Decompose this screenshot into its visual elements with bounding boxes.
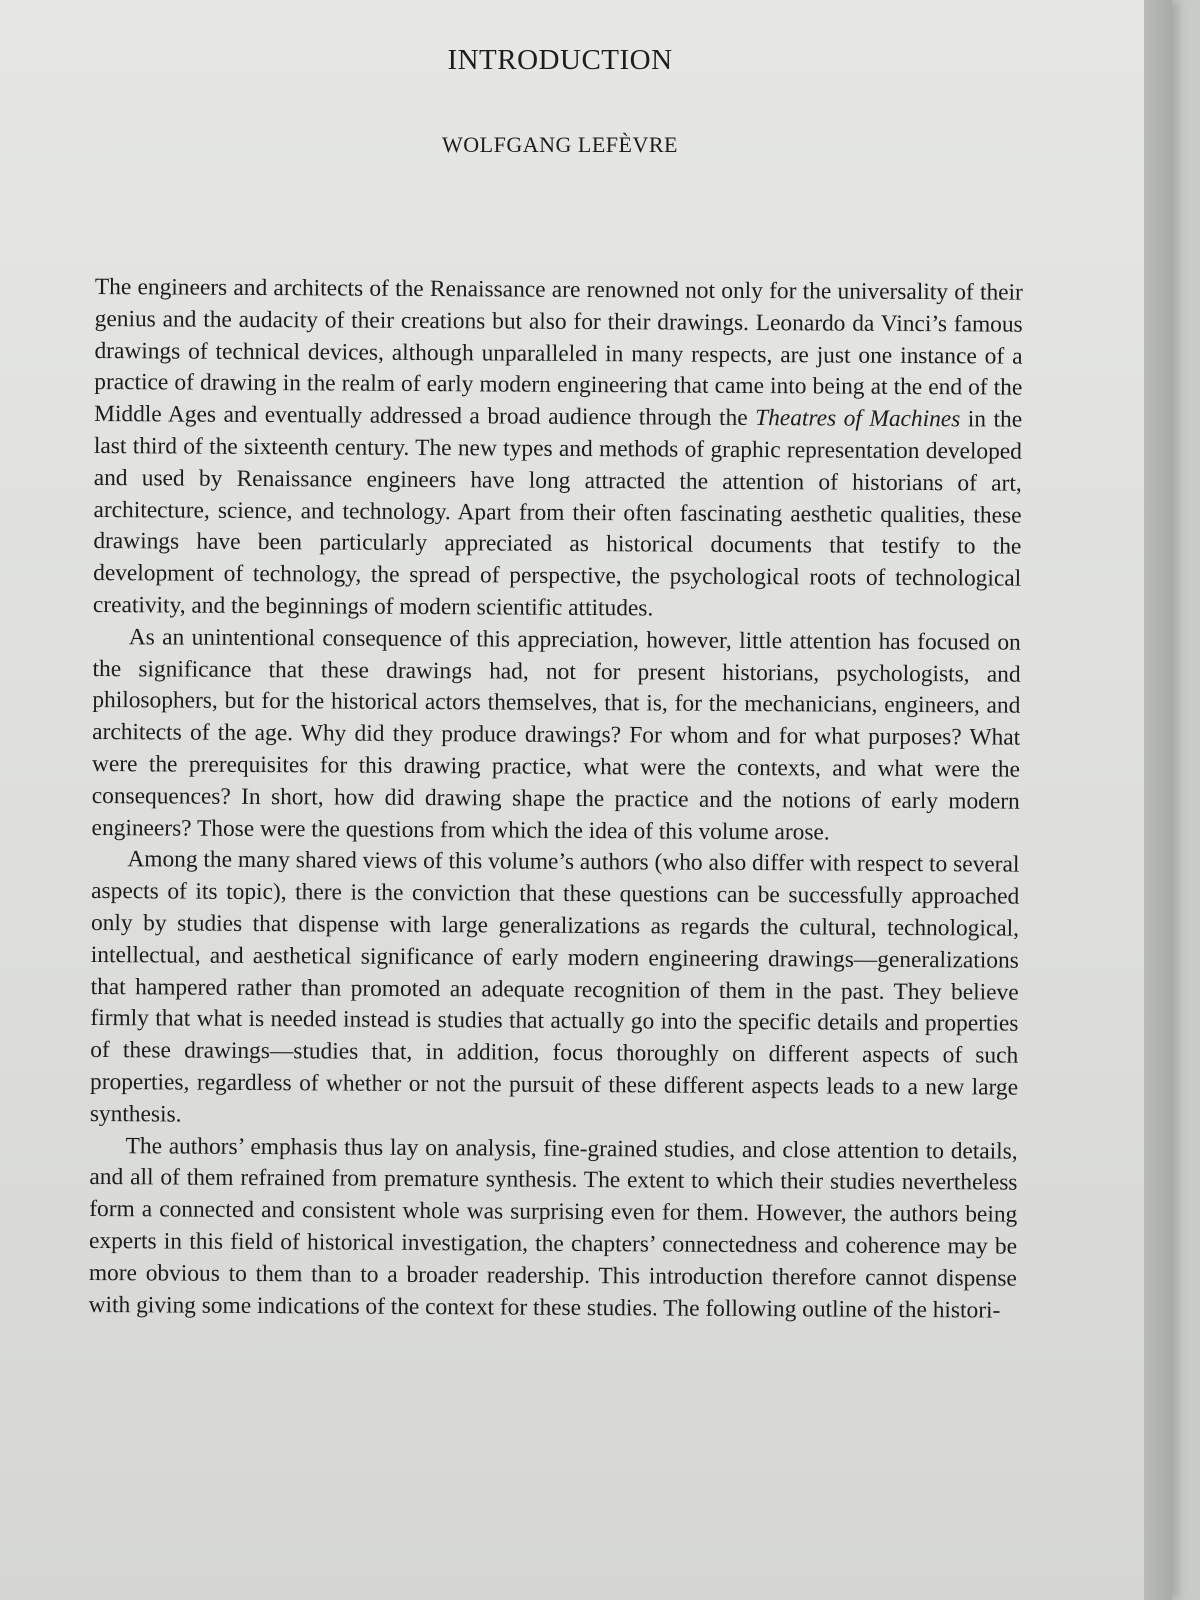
paragraph-1-italic-title: Theatres of Machines [755,405,961,433]
paragraph-4: The authors’ emphasis thus lay on analysis, fine-grained studies, and close attention to details, and all of them refrained from premature synthesis. The extent to which their studies nevertheless form a connected and consistent whole was surprising even for them. However, the authors being experts in this field of historical investigation, the chapters’ connectedness and coherence may be more obvious to them than to a broader readership. This introduction therefore cannot dispense with giving some indications of the context for these studies. The following outline of the histori- [88,1132,1018,1324]
page-edge [1144,0,1172,1600]
chapter-title: INTRODUCTION [447,44,673,76]
paragraph-1 [93,272,1023,627]
body-text [89,272,1023,1327]
paragraph-3: Among the many shared views of this volume’s authors (who also differ with respect to several aspects of its topic), there is the conviction that these questions can be successfully approached only by studies that dispense with large generalizations as regards the cultural, technological, intellectual, and aesthetical significance of early modern engineering drawings—generalizations that hampered rather than promoted an adequate recognition of them in the past. They believe firmly that what is needed instead is studies that actually go into the specific details and properties of these drawings—studies that, in addition, focus thoroughly on different aspects of such properties, regardless of whether or not the pursuit of these different aspects leads to a new large synthesis. [89,846,1020,1128]
paragraph-1-text-a: The engineers and architects of the Renaissance are renowned not only for the universality of their genius and the audacity of their creations but also for their drawings. Leonardo da Vinci’s famous drawings of technical devices, although unparalleled in many respects, are just one instance of a practice of drawing in the realm of early modern engineering that came into being at the end of the Middle Ages and eventually addressed a broad audience through the [94,273,1023,432]
paragraph-1-text-b: in the last third of the sixteenth century. The new types and methods of graphic representation developed and used by Renaissance engineers have long attracted the attention of historians of art, architecture, science, and technology. Apart from their often fascinating aesthetic qualities, these drawings have been particularly appreciated as historical documents that testify to the development of technology, the spread of perspective, the psychological roots of technological creativity, and the beginnings of modern scientific attitudes. [92,406,1023,622]
chapter-author: WOLFGANG LEFÈVRE [442,132,678,157]
paragraph-2: As an unintentional consequence of this appreciation, however, little attention has focused on the significance that these drawings had, not for present historians, psychologists, and philosophers, but for the historical actors themselves, that is, for the mechanicians, engineers, and architects of the age. Why did they produce drawings? For whom and for what purposes? What were the prerequisites for this drawing practice, what were the contexts, and what were the consequences? In short, how did drawing shape the practice and the notions of early modern engineers? Those were the questions from which the idea of this volume arose. [91,623,1021,846]
